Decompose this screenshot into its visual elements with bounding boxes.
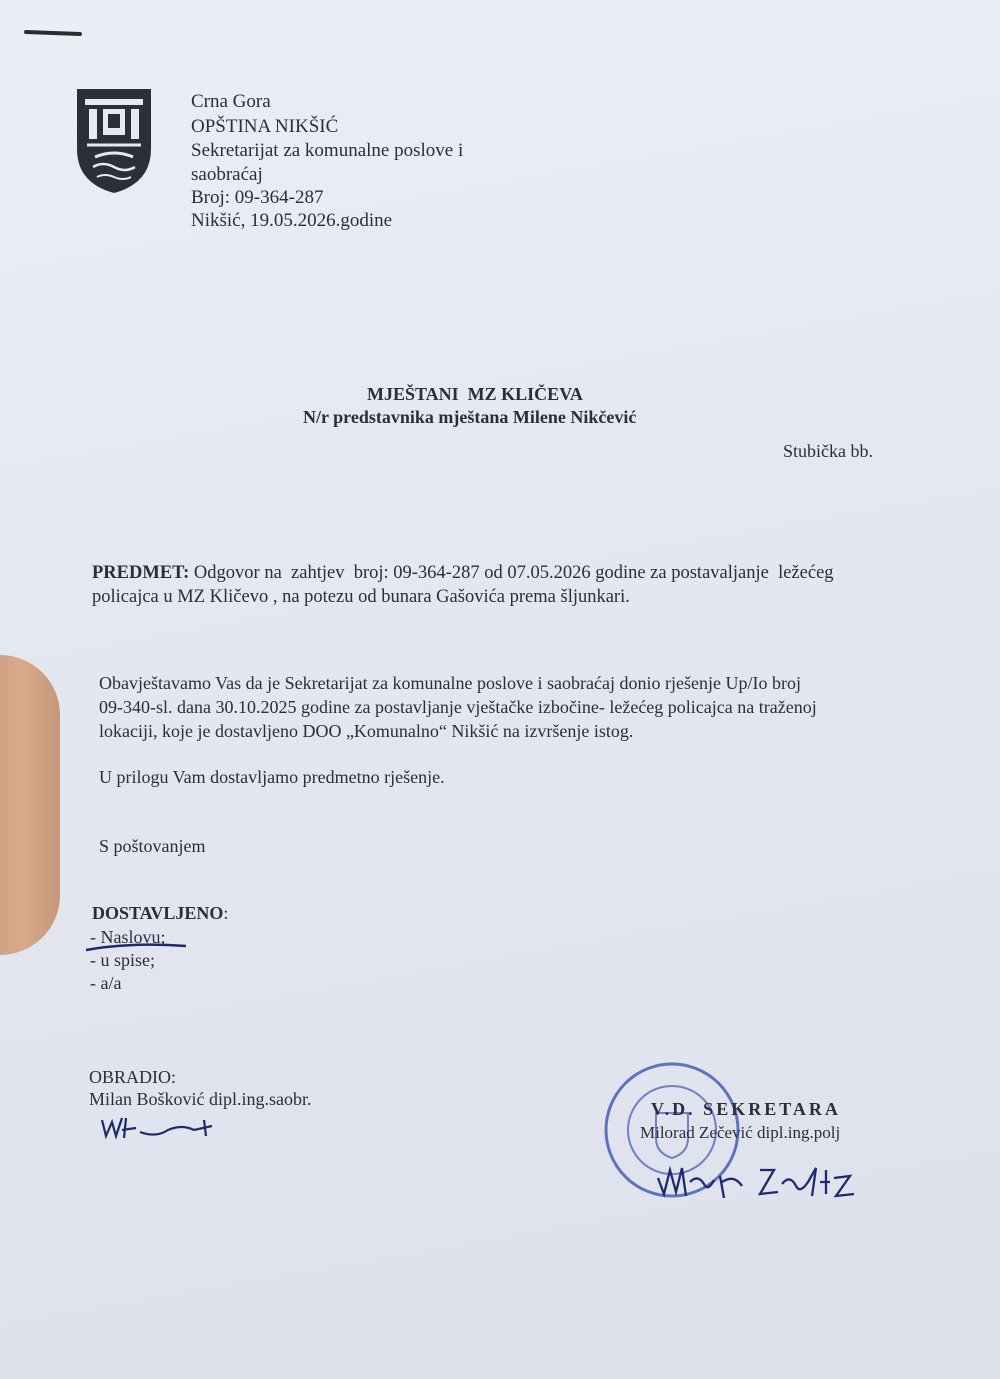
subject-line2: policajca u MZ Kličevo , na potezu od bunara Gašovića prema šljunkari. xyxy=(92,587,630,607)
processed-name: Milan Bošković dipl.ing.saobr. xyxy=(89,1089,312,1109)
header-country: Crna Gora xyxy=(191,91,271,112)
coat-of-arms-logo xyxy=(75,87,153,195)
holding-thumb xyxy=(0,655,60,955)
body-attachment-note: U prilogu Vam dostavljamo predmetno rješenje. xyxy=(99,767,445,787)
body-paragraph-line1: Obavještavamo Vas da je Sekretarijat za komunalne poslove i saobraćaj donio rješenje Up/Io broj xyxy=(99,673,801,693)
delivered-item: - a/a xyxy=(90,973,122,993)
header-department-cont: saobraćaj xyxy=(191,164,263,185)
header-municipality: OPŠTINA NIKŠIĆ xyxy=(191,116,339,137)
header-number: Broj: 09-364-287 xyxy=(191,187,324,208)
delivered-heading: DOSTAVLJENO: xyxy=(92,903,229,923)
signatory-name: Milorad Zečević dipl.ing.polj xyxy=(640,1123,841,1142)
delivered-item: - u spise; xyxy=(90,950,155,970)
recipient-line2: N/r predstavnika mještana Milene Nikčević xyxy=(303,407,637,427)
body-paragraph-line3: lokaciji, koje je dostavljeno DOO „Komunalno“ Nikšić na izvršenje istog. xyxy=(99,721,634,741)
signatory-title: V.D. SEKRETARA xyxy=(651,1099,841,1119)
subject-label: PREDMET: xyxy=(92,563,190,583)
delivered-label: DOSTAVLJENO xyxy=(92,903,224,923)
underline-pen-mark xyxy=(82,936,192,956)
processed-signature xyxy=(96,1108,226,1144)
pen-mark xyxy=(24,30,82,36)
subject-line1 xyxy=(92,563,834,584)
body-paragraph-line2: 09-340-sl. dana 30.10.2025 godine za postavljanje vještačke izbočine- ležećeg policajca na traženoj xyxy=(99,697,817,717)
recipient-line1: MJEŠTANI MZ KLIČEVA xyxy=(367,384,583,404)
header-place-date: Nikšić, 19.05.2026.godine xyxy=(191,210,393,231)
delivered-item: - Naslovu; xyxy=(90,927,166,947)
header-department: Sekretarijat za komunalne poslove i xyxy=(191,140,464,161)
processed-label: OBRADIO: xyxy=(89,1067,177,1087)
subject-text: Odgovor na zahtjev broj: 09-364-287 od 07.05.2026 godine za postavaljanje ležećeg xyxy=(193,563,834,583)
signatory-signature xyxy=(650,1148,880,1208)
closing-greeting: S poštovanjem xyxy=(99,836,206,856)
recipient-address: Stubička bb. xyxy=(783,441,873,461)
